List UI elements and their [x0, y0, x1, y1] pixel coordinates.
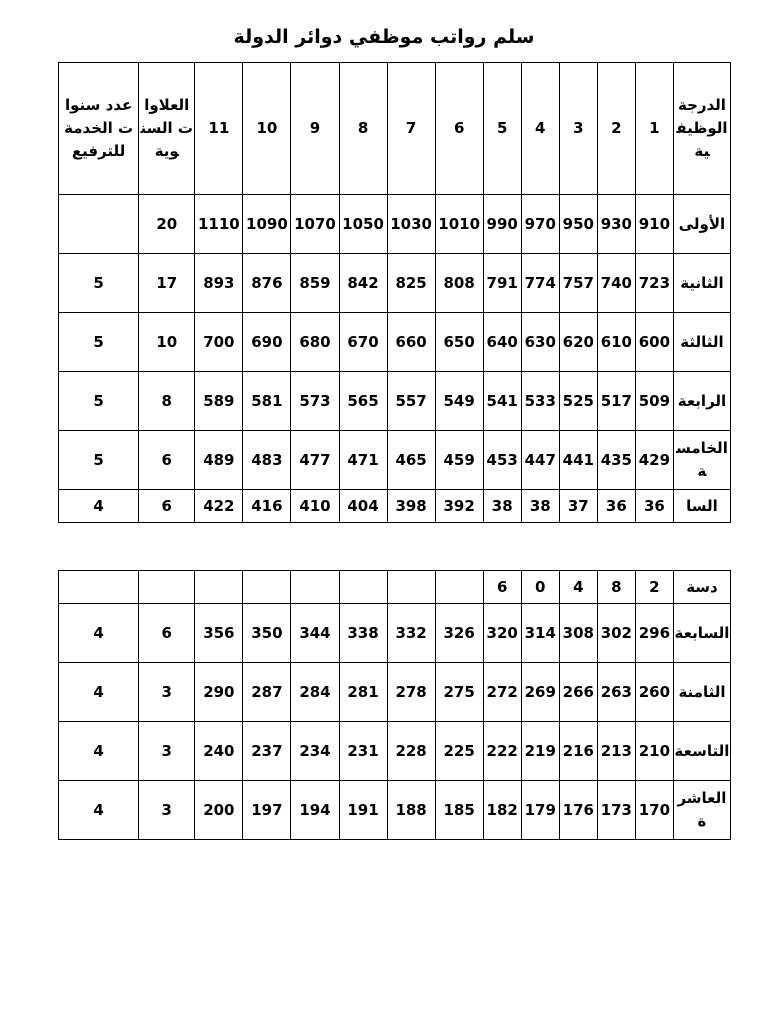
- step-cell: 191: [339, 781, 387, 840]
- step-cell: [435, 571, 483, 604]
- step-cell: 266: [559, 663, 597, 722]
- step-cell: 37: [559, 490, 597, 523]
- step-cell: 8: [597, 571, 635, 604]
- step-cell: 876: [243, 254, 291, 313]
- allowance-cell: 3: [139, 722, 195, 781]
- step-cell: 314: [521, 604, 559, 663]
- table-row: [59, 254, 731, 313]
- step-cell: 356: [195, 604, 243, 663]
- step-cell: 210: [635, 722, 673, 781]
- step-header: 1: [635, 63, 673, 195]
- step-cell: 200: [195, 781, 243, 840]
- grade-cell: الرابعة: [673, 372, 730, 431]
- step-cell: 1090: [243, 195, 291, 254]
- step-cell: 533: [521, 372, 559, 431]
- step-cell: 1030: [387, 195, 435, 254]
- step-header: 10: [243, 63, 291, 195]
- years-cell: 4: [59, 722, 139, 781]
- allowance-cell: 3: [139, 781, 195, 840]
- step-cell: 465: [387, 431, 435, 490]
- years-cell: 5: [59, 254, 139, 313]
- step-cell: 723: [635, 254, 673, 313]
- grade-cell: التاسعة: [673, 722, 730, 781]
- step-cell: 930: [597, 195, 635, 254]
- step-cell: 176: [559, 781, 597, 840]
- step-cell: 410: [291, 490, 339, 523]
- step-cell: 4: [559, 571, 597, 604]
- step-cell: [387, 571, 435, 604]
- step-cell: 38: [483, 490, 521, 523]
- step-cell: 263: [597, 663, 635, 722]
- step-cell: 36: [597, 490, 635, 523]
- step-cell: 990: [483, 195, 521, 254]
- step-cell: 970: [521, 195, 559, 254]
- step-cell: 284: [291, 663, 339, 722]
- step-cell: 808: [435, 254, 483, 313]
- step-cell: 332: [387, 604, 435, 663]
- step-cell: 757: [559, 254, 597, 313]
- step-cell: 791: [483, 254, 521, 313]
- grade-cell: الثالثة: [673, 313, 730, 372]
- years-cell: 4: [59, 663, 139, 722]
- step-cell: 825: [387, 254, 435, 313]
- salary-table-part-1: [58, 62, 731, 523]
- salary-table-part-2: [58, 570, 731, 840]
- step-cell: 471: [339, 431, 387, 490]
- table-row: [59, 431, 731, 490]
- step-cell: 234: [291, 722, 339, 781]
- allowance-cell: 17: [139, 254, 195, 313]
- step-cell: 429: [635, 431, 673, 490]
- allowance-cell: 20: [139, 195, 195, 254]
- grade-cell: السا: [673, 490, 730, 523]
- step-cell: 774: [521, 254, 559, 313]
- grade-cell: العاشرة: [673, 781, 730, 840]
- step-cell: 660: [387, 313, 435, 372]
- step-cell: 296: [635, 604, 673, 663]
- step-cell: 392: [435, 490, 483, 523]
- step-cell: [195, 571, 243, 604]
- step-cell: 287: [243, 663, 291, 722]
- step-cell: 275: [435, 663, 483, 722]
- step-cell: 740: [597, 254, 635, 313]
- step-cell: 489: [195, 431, 243, 490]
- step-header: 8: [339, 63, 387, 195]
- allowance-cell: 6: [139, 604, 195, 663]
- grade-cell: السابعة: [673, 604, 730, 663]
- step-cell: 36: [635, 490, 673, 523]
- step-cell: 589: [195, 372, 243, 431]
- step-header: 7: [387, 63, 435, 195]
- step-cell: 222: [483, 722, 521, 781]
- step-cell: 302: [597, 604, 635, 663]
- step-cell: 404: [339, 490, 387, 523]
- step-header: 11: [195, 63, 243, 195]
- allowance-cell: [139, 571, 195, 604]
- step-header: 9: [291, 63, 339, 195]
- step-cell: 231: [339, 722, 387, 781]
- step-cell: 565: [339, 372, 387, 431]
- step-cell: 910: [635, 195, 673, 254]
- step-cell: 197: [243, 781, 291, 840]
- step-cell: 38: [521, 490, 559, 523]
- step-cell: 1010: [435, 195, 483, 254]
- grade-cell: الخامسة: [673, 431, 730, 490]
- step-cell: 185: [435, 781, 483, 840]
- years-cell: [59, 571, 139, 604]
- table-row: [59, 195, 731, 254]
- step-cell: 188: [387, 781, 435, 840]
- step-cell: 893: [195, 254, 243, 313]
- step-header: 5: [483, 63, 521, 195]
- step-cell: 219: [521, 722, 559, 781]
- step-cell: [243, 571, 291, 604]
- step-cell: 281: [339, 663, 387, 722]
- years-cell: [59, 195, 139, 254]
- step-cell: 557: [387, 372, 435, 431]
- step-cell: 541: [483, 372, 521, 431]
- table-row: [59, 372, 731, 431]
- step-cell: 517: [597, 372, 635, 431]
- step-cell: 670: [339, 313, 387, 372]
- years-cell: 5: [59, 313, 139, 372]
- step-cell: 416: [243, 490, 291, 523]
- table-row: [59, 571, 731, 604]
- step-cell: 308: [559, 604, 597, 663]
- step-cell: 269: [521, 663, 559, 722]
- allowance-cell: 6: [139, 431, 195, 490]
- step-cell: 690: [243, 313, 291, 372]
- table-row: [59, 490, 731, 523]
- step-cell: 1050: [339, 195, 387, 254]
- step-cell: 170: [635, 781, 673, 840]
- step-cell: 338: [339, 604, 387, 663]
- table-row: [59, 313, 731, 372]
- step-cell: 237: [243, 722, 291, 781]
- table-row: [59, 663, 731, 722]
- header-row: [59, 63, 731, 195]
- table-row: [59, 722, 731, 781]
- step-cell: 459: [435, 431, 483, 490]
- allowance-cell: 10: [139, 313, 195, 372]
- step-cell: 272: [483, 663, 521, 722]
- grade-cell: الثانية: [673, 254, 730, 313]
- grade-cell: دسة: [673, 571, 730, 604]
- step-cell: 350: [243, 604, 291, 663]
- step-cell: 630: [521, 313, 559, 372]
- step-cell: 525: [559, 372, 597, 431]
- step-cell: 447: [521, 431, 559, 490]
- allowance-cell: 3: [139, 663, 195, 722]
- step-cell: 213: [597, 722, 635, 781]
- years-cell: 4: [59, 490, 139, 523]
- step-cell: 509: [635, 372, 673, 431]
- step-cell: 680: [291, 313, 339, 372]
- step-cell: 216: [559, 722, 597, 781]
- step-cell: 398: [387, 490, 435, 523]
- step-cell: 326: [435, 604, 483, 663]
- step-cell: 640: [483, 313, 521, 372]
- step-cell: 842: [339, 254, 387, 313]
- step-cell: 240: [195, 722, 243, 781]
- step-cell: 483: [243, 431, 291, 490]
- step-cell: [291, 571, 339, 604]
- step-cell: 441: [559, 431, 597, 490]
- step-cell: 859: [291, 254, 339, 313]
- step-header: 4: [521, 63, 559, 195]
- grade-cell: الأولى: [673, 195, 730, 254]
- table-row: [59, 781, 731, 840]
- allowance-header: العلاوات السنوية: [139, 63, 195, 195]
- table-row: [59, 604, 731, 663]
- step-cell: 581: [243, 372, 291, 431]
- step-cell: 173: [597, 781, 635, 840]
- years-cell: 4: [59, 604, 139, 663]
- years-cell: 4: [59, 781, 139, 840]
- step-cell: 182: [483, 781, 521, 840]
- step-cell: 1070: [291, 195, 339, 254]
- years-cell: 5: [59, 372, 139, 431]
- step-cell: 225: [435, 722, 483, 781]
- step-cell: 950: [559, 195, 597, 254]
- years-cell: 5: [59, 431, 139, 490]
- step-cell: 6: [483, 571, 521, 604]
- step-cell: 344: [291, 604, 339, 663]
- step-cell: 260: [635, 663, 673, 722]
- step-header: 6: [435, 63, 483, 195]
- step-cell: 194: [291, 781, 339, 840]
- step-cell: 2: [635, 571, 673, 604]
- step-cell: 435: [597, 431, 635, 490]
- step-cell: 650: [435, 313, 483, 372]
- step-cell: 620: [559, 313, 597, 372]
- step-cell: 700: [195, 313, 243, 372]
- step-header: 2: [597, 63, 635, 195]
- step-cell: 610: [597, 313, 635, 372]
- grade-header: الدرجة الوظيفية: [673, 63, 730, 195]
- step-cell: 549: [435, 372, 483, 431]
- step-cell: 600: [635, 313, 673, 372]
- step-cell: 278: [387, 663, 435, 722]
- step-cell: 573: [291, 372, 339, 431]
- step-cell: 422: [195, 490, 243, 523]
- step-cell: 179: [521, 781, 559, 840]
- step-cell: 0: [521, 571, 559, 604]
- step-cell: 228: [387, 722, 435, 781]
- step-cell: [339, 571, 387, 604]
- years-header: عدد سنوات الخدمة للترفيع: [59, 63, 139, 195]
- allowance-cell: 6: [139, 490, 195, 523]
- step-cell: 453: [483, 431, 521, 490]
- step-cell: 477: [291, 431, 339, 490]
- step-header: 3: [559, 63, 597, 195]
- page-title: سلم رواتب موظفي دوائر الدولة: [233, 26, 535, 48]
- step-cell: 290: [195, 663, 243, 722]
- step-cell: 320: [483, 604, 521, 663]
- allowance-cell: 8: [139, 372, 195, 431]
- step-cell: 1110: [195, 195, 243, 254]
- grade-cell: الثامنة: [673, 663, 730, 722]
